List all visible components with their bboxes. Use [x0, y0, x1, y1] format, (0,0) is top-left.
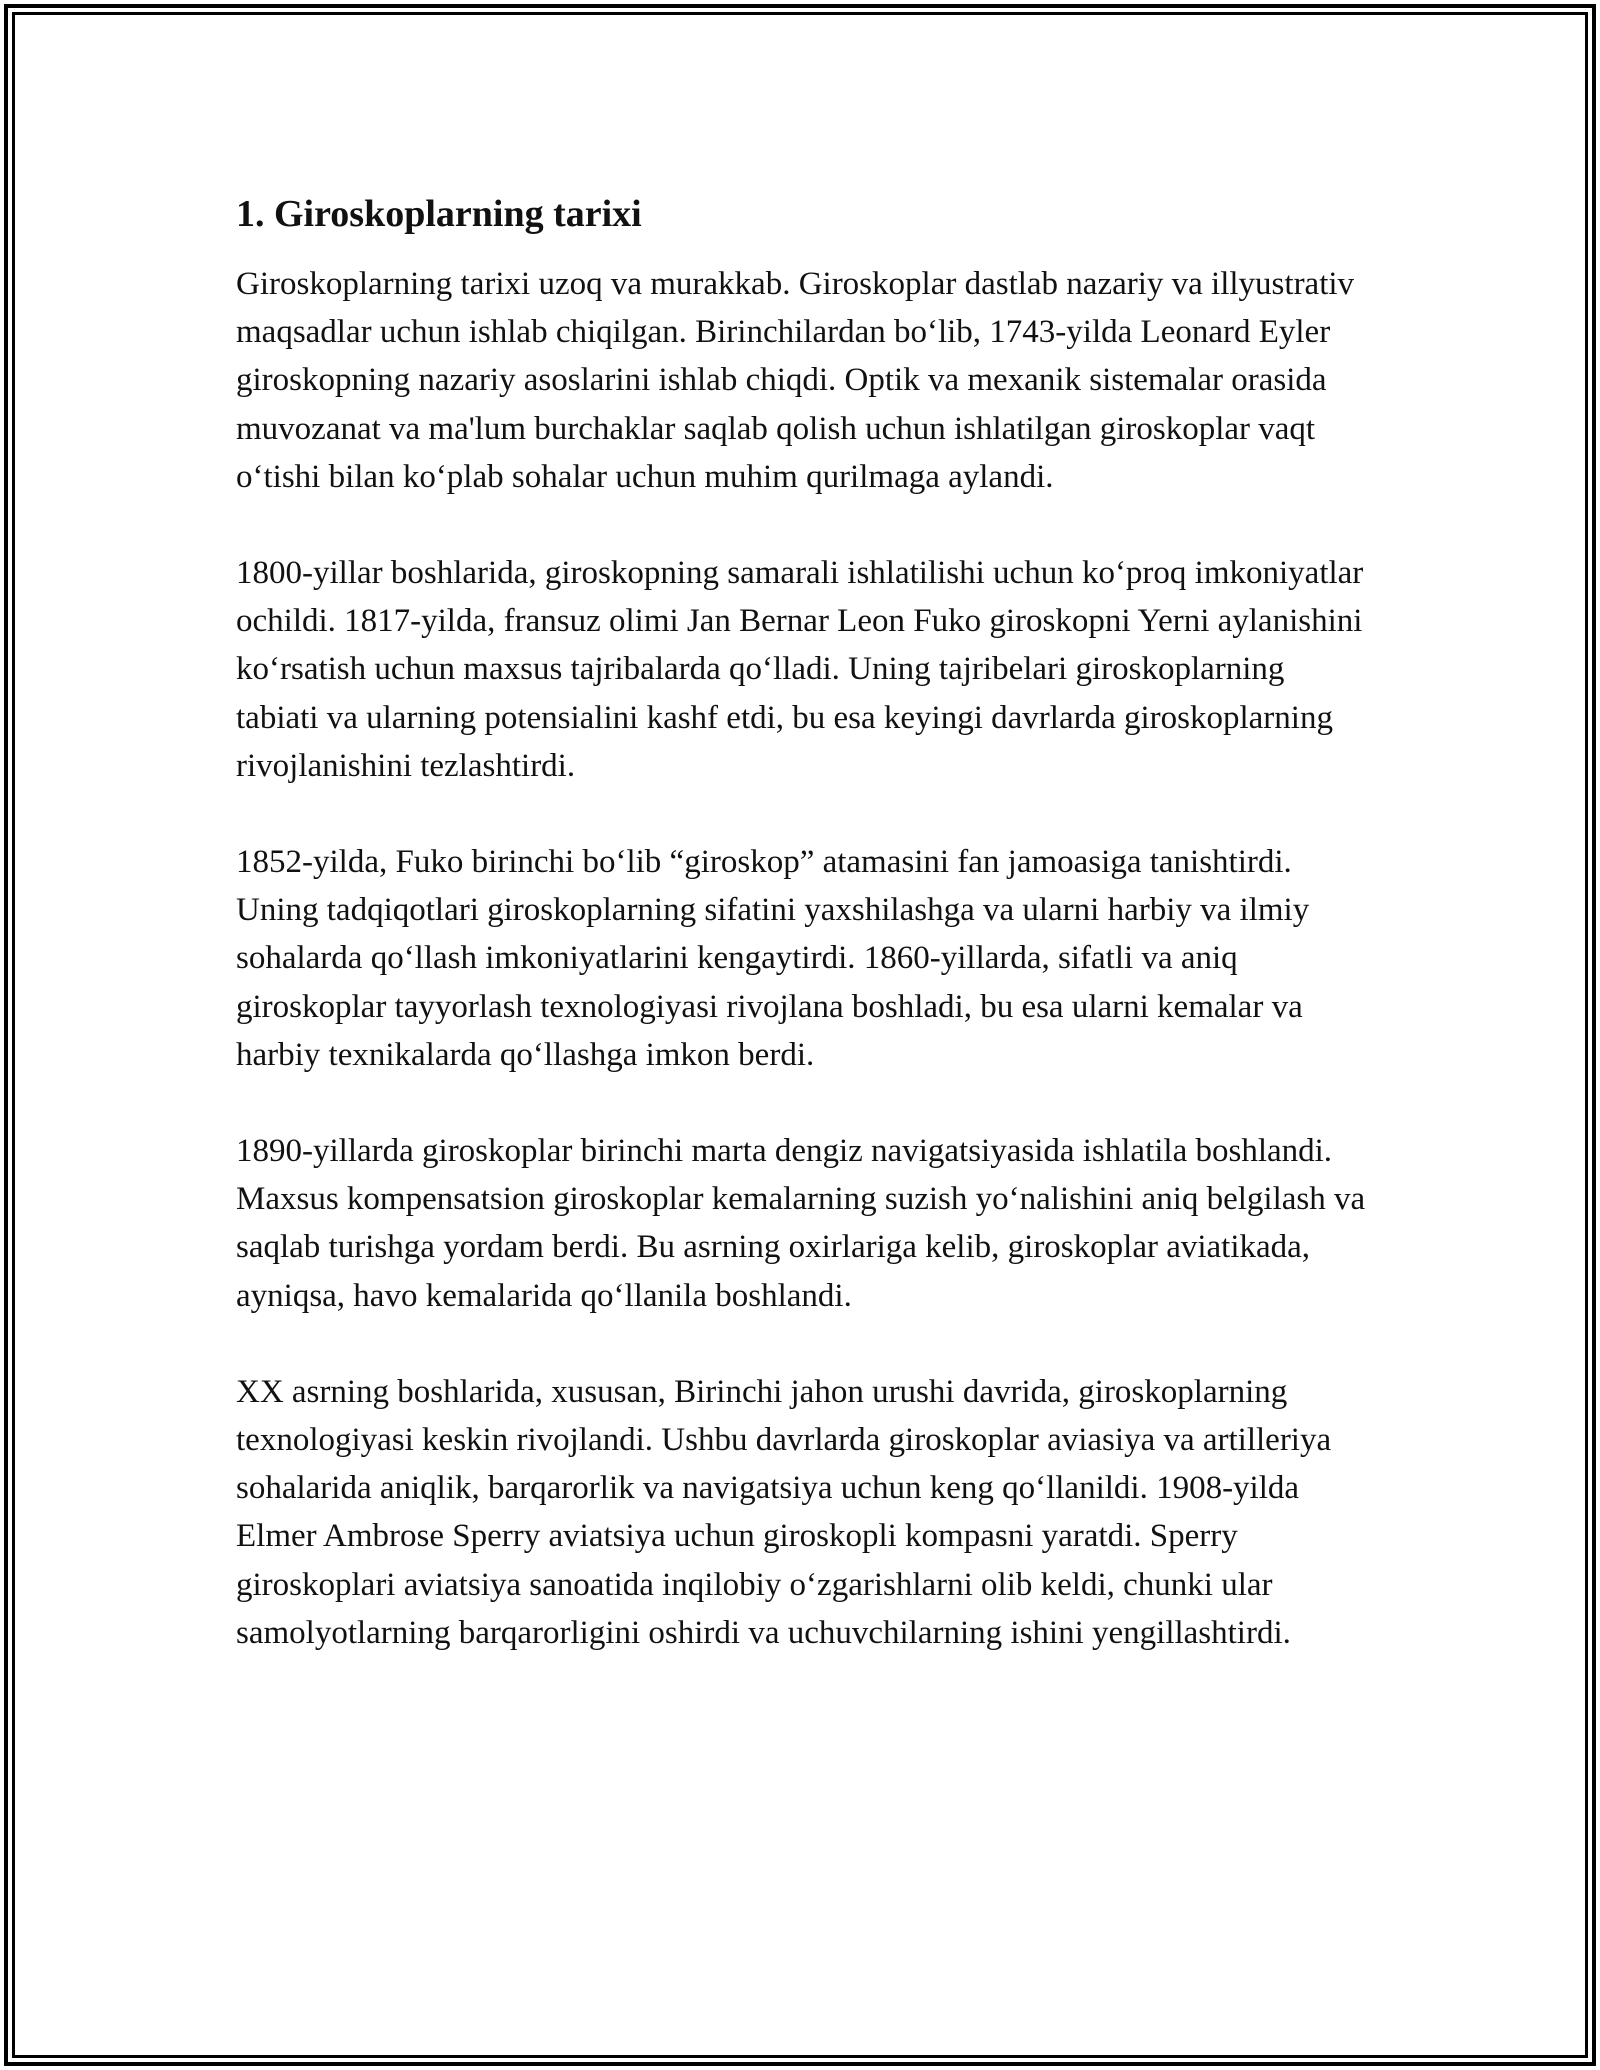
paragraph-1890s: 1890-yillarda giroskoplar birinchi marta dengiz navigatsiyasida ishlatila boshlandi. Maxsus kompensatsion giroskoplar kemalarning suzish yo‘nalishini aniq belgilash va saqlab turishga yordam berdi. Bu asrning oxirlariga kelib, giroskoplar aviatikada, ayniqsa, havo kemalarida qo‘llanila boshlandi.	[236, 1133, 1366, 1314]
document-body	[236, 190, 1366, 1705]
paragraph-1800s: 1800-yillar boshlarida, giroskopning samarali ishlatilishi uchun ko‘proq imkoniyatlar ochildi. 1817-yilda, fransuz olimi Jan Bernar Leon Fuko giroskopni Yerni aylanishini ko‘rsatish uchun maxsus tajribalarda qo‘lladi. Uning tajribelari giroskoplarning tabiati va ularning potensialini kashf etdi, bu esa keyingi davrlarda giroskoplarning rivojlanishini tezlashtirdi.	[236, 555, 1364, 784]
paragraph-20th-century: XX asrning boshlarida, xususan, Birinchi jahon urushi davrida, giroskoplarning texnologiyasi keskin rivojlandi. Ushbu davrlarda giroskoplar aviasiya va artilleriya sohalarida aniqlik, barqarorlik va navigatsiya uchun keng qo‘llanildi. 1908-yilda Elmer Ambrose Sperry aviatsiya uchun giroskopli kompasni yaratdi. Sperry giroskoplari aviatsiya sanoatida inqilobiy o‘zgarishlarni olib keldi, chunki ular samolyotlarning barqarorligini oshirdi va uchuvchilarning ishini yengillashtirdi.	[236, 1373, 1332, 1651]
paragraph-history-intro: Giroskoplarning tarixi uzoq va murakkab. Giroskoplar dastlab nazariy va illyustrativ maqsadlar uchun ishlab chiqilgan. Birinchilardan bo‘lib, 1743-yilda Leonard Eyler giroskopning nazariy asoslarini ishlab chiqdi. Optik va mexanik sistemalar orasida muvozanat va ma'lum burchaklar saqlab qolish uchun ishlatilgan giroskoplar vaqt o‘tishi bilan ko‘plab sohalar uchun muhim qurilmaga aylandi.	[236, 266, 1355, 495]
paragraph-1852: 1852-yilda, Fuko birinchi bo‘lib “giroskop” atamasini fan jamoasiga tanishtirdi. Uning tadqiqotlari giroskoplarning sifatini yaxshilashga va ularni harbiy va ilmiy sohalarda qo‘llash imkoniyatlarini kengaytirdi. 1860-yillarda, sifatli va aniq giroskoplar tayyorlash texnologiyasi rivojlana boshladi, bu esa ularni kemalar va harbiy texnikalarda qo‘llashga imkon berdi.	[236, 844, 1310, 1073]
section-title: 1. Giroskoplarning tarixi	[236, 193, 642, 235]
